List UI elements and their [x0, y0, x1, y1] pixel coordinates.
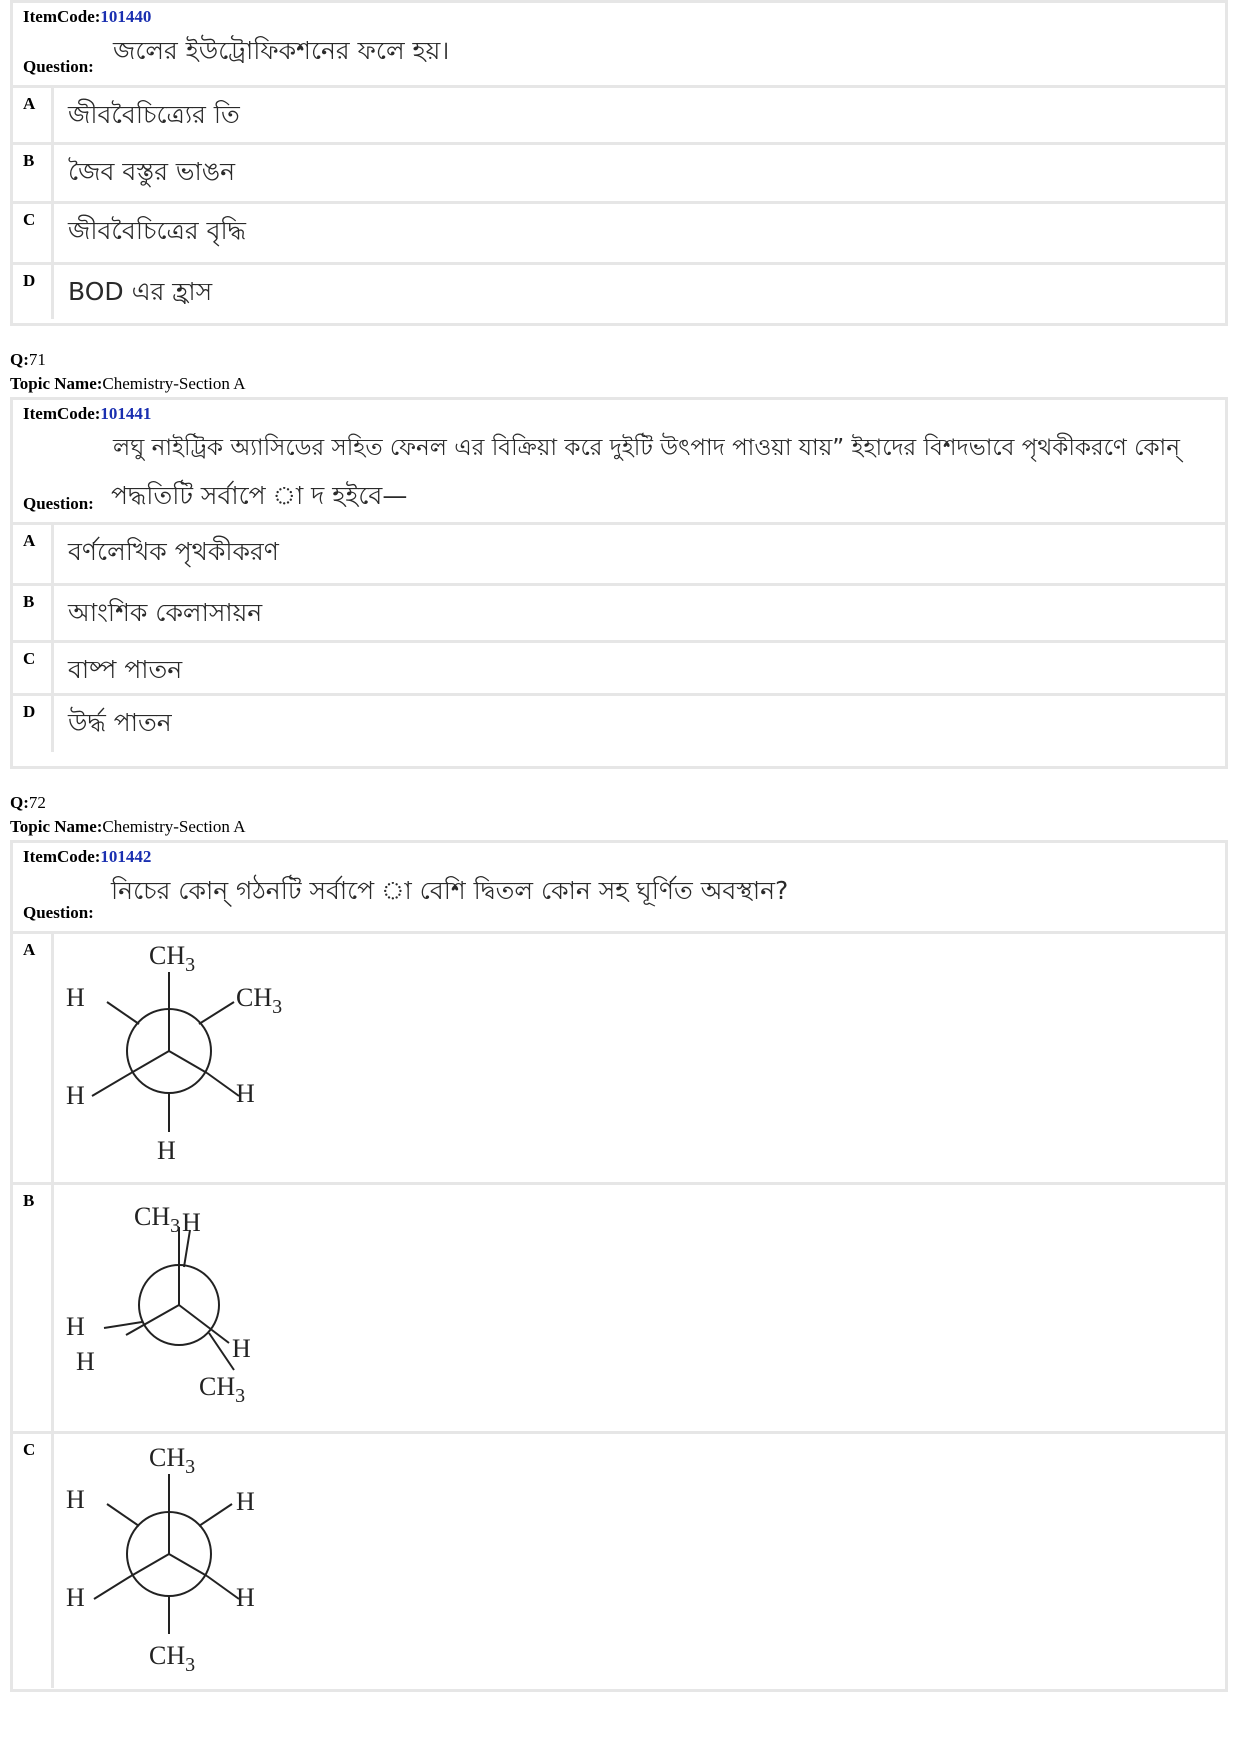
question-label: Question:: [23, 494, 94, 513]
label-upper-right: $CH_3$: [236, 983, 283, 1018]
newman-projection-b: [54, 1185, 374, 1431]
option-b[interactable]: [13, 583, 1225, 640]
label-right-a: H: [232, 1334, 251, 1363]
label-top-b: H: [182, 1208, 201, 1237]
option-b[interactable]: [13, 142, 1225, 201]
option-a[interactable]: [13, 522, 1225, 583]
newman-projection-a: [54, 934, 374, 1182]
question-text-line2: পদ্ধতিটি সর্বাপে া দ হইবে—: [111, 481, 408, 510]
newman-projection-c: [54, 1434, 374, 1688]
label-upper-left: H: [66, 1485, 85, 1514]
option-a[interactable]: [13, 931, 1225, 1182]
question-card-101440: [10, 0, 1228, 326]
question-text-line1: লঘু নাইট্রিক অ্যাসিডের সহিত ফেনল এর বিক্রিয়া করে দুইটি উৎপাদ পাওয়া যায়” ইহাদের বিশদভাবে পৃথকীকরণে কোন্: [113, 435, 1180, 461]
front-bond-left: [126, 1305, 179, 1335]
label-lower-right: H: [236, 1583, 255, 1612]
label-left-b: H: [76, 1347, 95, 1376]
item-code: ItemCode:101440: [23, 7, 152, 26]
label-bottom: H: [157, 1136, 176, 1165]
front-bond-right: [169, 1051, 207, 1073]
rear-bond-upper-right: [199, 1504, 232, 1526]
newman-diagram-c: [54, 1434, 374, 1684]
label-top-a: $CH_3$: [134, 1202, 181, 1237]
topic-name-72: Topic Name:Chemistry-Section A: [10, 817, 246, 836]
option-text: উর্দ্ধ পাতন: [68, 708, 172, 737]
label-bottom: $CH_3$: [149, 1641, 196, 1676]
question-row: [13, 424, 1225, 522]
option-d[interactable]: [13, 262, 1225, 319]
option-c[interactable]: [13, 640, 1225, 693]
rear-bond-upper-left: [107, 1504, 139, 1526]
option-letter: D: [13, 265, 54, 319]
label-top: $CH_3$: [149, 941, 196, 976]
question-row: [13, 867, 1225, 931]
rear-bond-upper-left: [107, 1002, 139, 1024]
option-letter: A: [13, 88, 54, 142]
question-card-101441: [10, 397, 1228, 769]
question-label: Question:: [23, 903, 94, 922]
option-letter: C: [13, 1434, 54, 1688]
front-bond-left-ext: [94, 1576, 131, 1599]
option-text: BOD এর হ্রাস: [68, 277, 213, 306]
question-number-72: Q:72: [10, 793, 46, 812]
option-text: জীববৈচিত্রের বৃদ্ধি: [68, 216, 247, 245]
option-c[interactable]: [13, 201, 1225, 262]
question-number-71: Q:71: [10, 350, 46, 369]
question-text: নিচের কোন্ গঠনটি সর্বাপে া বেশি দ্বিতল কোন সহ ঘূর্ণিত অবস্থান?: [111, 876, 789, 905]
rear-bond-left: [104, 1322, 142, 1328]
option-text: জৈব বস্তুর ভাঙন: [68, 157, 236, 186]
newman-diagram-b: [54, 1185, 374, 1425]
option-letter: B: [13, 1185, 54, 1431]
front-bond-right-ext: [207, 1576, 239, 1599]
question-label: Question:: [23, 57, 94, 76]
option-letter: B: [13, 586, 54, 640]
option-b[interactable]: [13, 1182, 1225, 1431]
front-bond-left-ext: [92, 1073, 131, 1096]
option-letter: C: [13, 204, 54, 262]
front-bond-left: [131, 1554, 169, 1576]
rear-bond-upper-right: [199, 1002, 234, 1024]
item-code: ItemCode:101441: [23, 404, 152, 423]
front-bond-right: [169, 1554, 207, 1576]
option-text: আংশিক কেলাসায়ন: [68, 598, 263, 627]
option-text: বর্ণলেখিক পৃথকীকরণ: [68, 537, 279, 566]
question-card-101442: [10, 840, 1228, 1692]
option-letter: A: [13, 934, 54, 1182]
option-letter: C: [13, 643, 54, 693]
option-letter: A: [13, 525, 54, 583]
label-upper-left: H: [66, 983, 85, 1012]
item-code: ItemCode:101442: [23, 847, 152, 866]
topic-name-71: Topic Name:Chemistry-Section A: [10, 374, 246, 393]
label-lower-left: H: [66, 1081, 85, 1110]
label-lower-right: H: [236, 1079, 255, 1108]
label-lower-left: H: [66, 1583, 85, 1612]
label-right-b: $CH_3$: [199, 1372, 246, 1407]
option-d[interactable]: [13, 693, 1225, 752]
front-bond-left: [131, 1051, 169, 1073]
label-left-a: H: [66, 1312, 85, 1341]
question-row: [13, 27, 1225, 85]
newman-diagram-a: [54, 934, 374, 1179]
question-text: জলের ইউট্রোফিকশনের ফলে হয়।: [113, 36, 450, 65]
option-letter: B: [13, 145, 54, 201]
label-top: $CH_3$: [149, 1443, 196, 1478]
option-text: জীববৈচিত্র্যের তি: [68, 100, 240, 129]
option-c[interactable]: [13, 1431, 1225, 1688]
option-letter: D: [13, 696, 54, 752]
option-a[interactable]: [13, 85, 1225, 142]
front-bond-right-ext: [207, 1073, 239, 1096]
option-text: বাষ্প পাতন: [68, 655, 183, 684]
label-upper-right: H: [236, 1487, 255, 1516]
